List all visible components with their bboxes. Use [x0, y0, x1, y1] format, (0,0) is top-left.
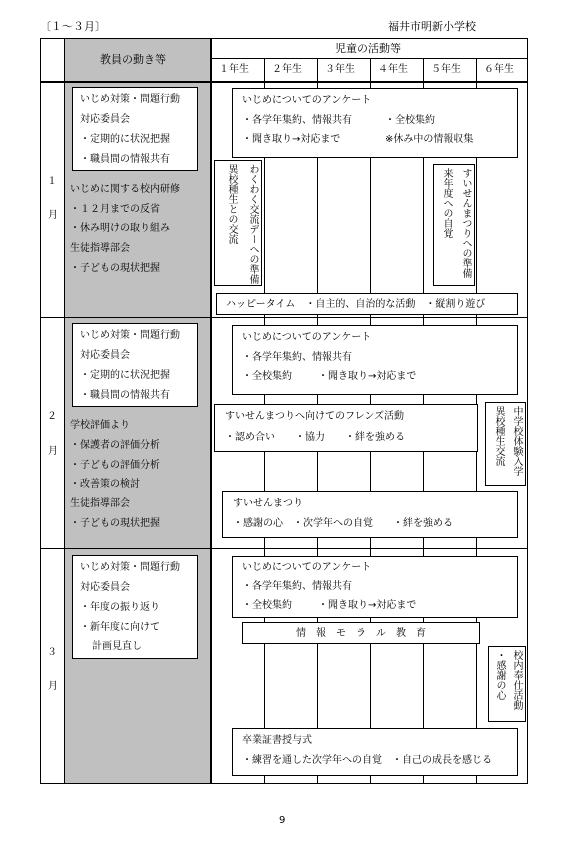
grade-6-header: ６年生	[484, 64, 514, 75]
jan-grade1-prep-text: わくわく交流デーへの準備	[247, 164, 258, 284]
feb-festival-box	[222, 491, 518, 538]
feb-festival-line: ・感謝の心 ・次学年への自覚 ・絆を強める	[233, 518, 453, 529]
month-jan-number: １	[47, 176, 57, 187]
jan-happy-time-text: ハッピータイム ・自主的、自治的な活動 ・縦割り遊び	[226, 299, 486, 310]
mar-graduation-title: 卒業証書授与式	[242, 735, 312, 746]
jan-grade5-prep-text: すいせんまつりへの準備	[460, 168, 471, 278]
jan-teacher-text-1: いじめに関する校内研修	[70, 184, 180, 195]
grade-2-header: ２年生	[272, 64, 302, 75]
mar-committee-line-2: 対応委員会	[80, 582, 130, 593]
feb-teacher-text-2: ・保護者の評価分析	[70, 440, 160, 451]
mar-info-moral-box	[242, 622, 480, 644]
mar-grade6-gratitude-text: ・感謝の心	[494, 650, 505, 700]
mar-survey-line-2a: ・全校集約	[242, 600, 292, 611]
feb-grade6-exchange-text: 異校種生交流	[493, 406, 504, 466]
mar-graduation-line: ・練習を通した次学年への自覚 ・自己の成長を感じる	[242, 755, 492, 766]
jan-survey-line-2b: ※休み中の情報収集	[385, 134, 474, 145]
feb-teacher-text-4: ・改善策の検討	[70, 479, 140, 490]
feb-teacher-text-6: ・子どもの現状把握	[70, 518, 160, 529]
feb-survey-line-2b: ・聞き取り→対応まで	[318, 371, 417, 382]
feb-committee-box	[72, 323, 198, 407]
feb-teacher-text-5: 生徒指導部会	[70, 498, 130, 509]
jan-grade5-awareness-text: 来年度への自覚	[441, 168, 452, 238]
month-jan-label: 月	[48, 210, 58, 221]
feb-festival-title: すいせんまつり	[233, 498, 303, 509]
feb-committee-line-4: ・職員間の情報共有	[80, 390, 170, 401]
jan-survey-line-1b: ・全校集約	[385, 115, 435, 126]
school-name: 福井市明新小学校	[388, 20, 476, 33]
mar-committee-line-3: ・年度の振り返り	[80, 602, 160, 613]
feb-survey-line-1: ・各学年集約、情報共有	[242, 352, 352, 363]
mar-survey-line-2b: ・聞き取り→対応まで	[318, 600, 417, 611]
jan-committee-line-4: ・職員間の情報共有	[80, 154, 170, 165]
mar-grade6-service-text: 校内奉仕活動	[511, 650, 522, 710]
jan-survey-box	[232, 88, 518, 158]
mar-committee-line-5: 計画見直し	[92, 641, 142, 652]
jan-teacher-text-3: ・休み明けの取り組み	[70, 223, 170, 234]
month-feb-label: 月	[48, 446, 58, 457]
month-feb-number: ２	[47, 411, 57, 422]
grade-4-header: ４年生	[378, 64, 408, 75]
mar-info-moral-text: 情 報 モ ラ ル 教 育	[296, 628, 426, 639]
month-mar-number: ３	[47, 647, 57, 658]
jan-survey-line-1a: ・各学年集約、情報共有	[242, 115, 352, 126]
jan-happy-time-box	[216, 293, 518, 315]
period-label: 〔１～３月〕	[40, 20, 106, 33]
feb-friends-title: すいせんまつりへ向けてのフレンズ活動	[225, 411, 405, 422]
jan-committee-box	[72, 87, 198, 171]
month-mar-label: 月	[48, 681, 58, 692]
jan-grade1-exchange-box	[214, 160, 262, 286]
grade-3-header: ３年生	[325, 64, 355, 75]
feb-survey-title: いじめについてのアンケート	[242, 332, 372, 343]
jan-teacher-text-4: 生徒指導部会	[70, 243, 130, 254]
feb-committee-line-1: いじめ対策・問題行動	[80, 330, 180, 341]
mar-grade6-box	[488, 646, 526, 722]
jan-grade1-exchange-text: 異校種生との交流	[226, 164, 237, 244]
mar-survey-title: いじめについてのアンケート	[242, 562, 372, 573]
feb-teacher-text-1: 学校評価より	[70, 420, 130, 431]
feb-survey-box	[232, 325, 518, 395]
jan-survey-line-2a: ・聞き取り→対応まで	[242, 134, 341, 145]
feb-friends-line: ・認め合い ・協力 ・絆を強める	[225, 432, 405, 443]
feb-grade6-junior-high-text: 中学校体験入学	[511, 406, 522, 476]
mar-survey-box	[232, 556, 518, 618]
feb-survey-line-2a: ・全校集約	[242, 371, 292, 382]
jan-committee-line-1: いじめ対策・問題行動	[80, 94, 180, 105]
feb-friends-box	[214, 404, 478, 452]
jan-committee-line-2: 対応委員会	[80, 114, 130, 125]
page-number: 9	[279, 815, 286, 826]
jan-survey-title: いじめについてのアンケート	[242, 95, 372, 106]
jan-teacher-text-2: ・１２月までの反省	[70, 204, 160, 215]
mar-survey-line-1: ・各学年集約、情報共有	[242, 581, 352, 592]
feb-teacher-text-3: ・子どもの評価分析	[70, 460, 160, 471]
jan-teacher-text-5: ・子どもの現状把握	[70, 263, 160, 274]
feb-committee-line-3: ・定期的に状況把握	[80, 370, 170, 381]
mar-committee-box	[72, 555, 198, 659]
feb-grade6-box	[485, 402, 526, 486]
children-column-header: 児童の活動等	[335, 42, 401, 55]
mar-committee-line-4: ・新年度に向けて	[80, 622, 160, 633]
teacher-column-header: 教員の動き等	[100, 53, 166, 66]
jan-committee-line-3: ・定期的に状況把握	[80, 134, 170, 145]
feb-committee-line-2: 対応委員会	[80, 350, 130, 361]
mar-graduation-box	[232, 728, 518, 776]
mar-committee-line-1: いじめ対策・問題行動	[80, 562, 180, 573]
grade-5-header: ５年生	[431, 64, 461, 75]
grade-1-header: １年生	[219, 64, 249, 75]
jan-grade5-box	[433, 164, 475, 286]
